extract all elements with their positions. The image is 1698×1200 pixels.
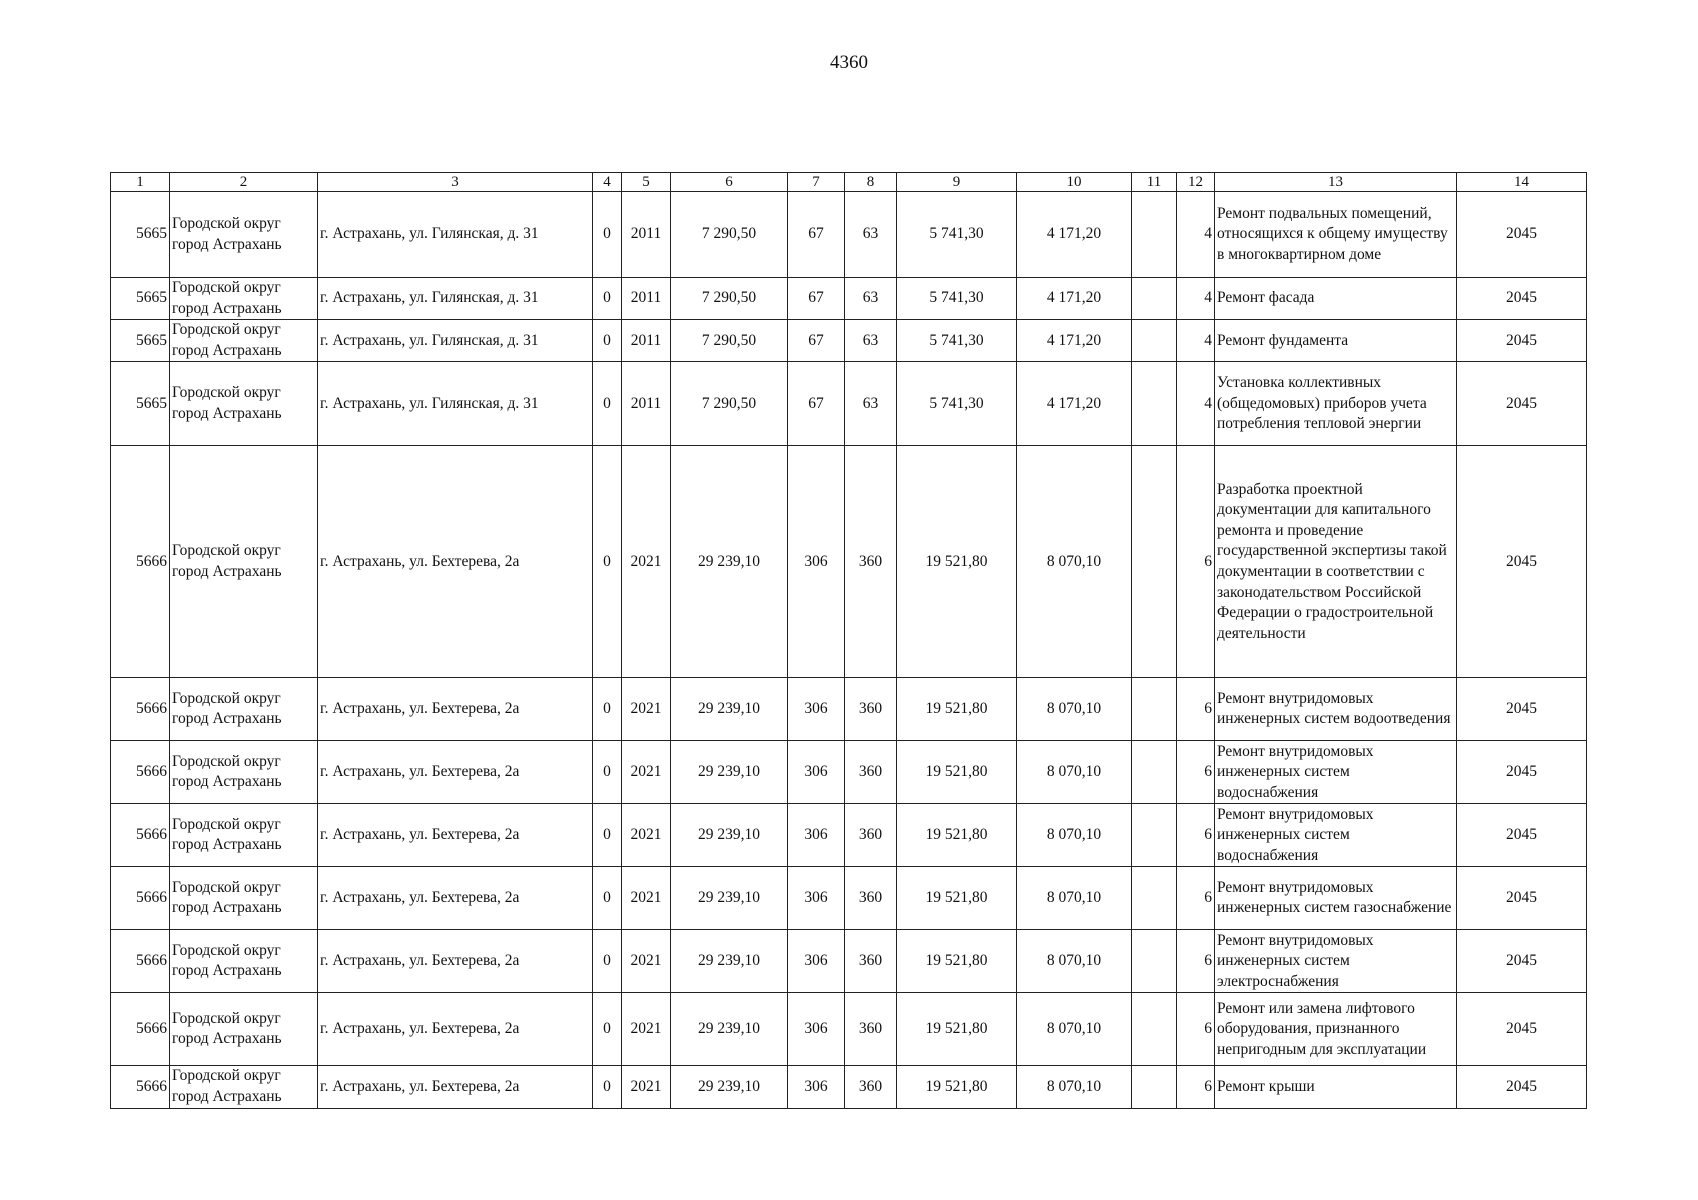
- year-cell: 2011: [622, 278, 671, 320]
- column-12-cell: 6: [1177, 678, 1215, 741]
- address-cell: г. Астрахань, ул. Гилянская, д. 31: [318, 278, 593, 320]
- year-cell: 2011: [622, 192, 671, 278]
- column-10-cell: 8 070,10: [1017, 930, 1132, 993]
- column-6-cell: 29 239,10: [671, 867, 788, 930]
- column-10-cell: 8 070,10: [1017, 678, 1132, 741]
- column-11-cell: [1132, 741, 1177, 804]
- municipality-cell: Городской округ город Астрахань: [170, 1066, 318, 1108]
- address-cell: г. Астрахань, ул. Бехтерева, 2а: [318, 741, 593, 804]
- column-header: 10: [1017, 173, 1132, 192]
- year-cell: 2021: [622, 1066, 671, 1108]
- column-10-cell: 8 070,10: [1017, 867, 1132, 930]
- work-type-cell: Ремонт крыши: [1215, 1066, 1457, 1108]
- address-cell: г. Астрахань, ул. Бехтерева, 2а: [318, 993, 593, 1066]
- column-4-cell: 0: [593, 192, 622, 278]
- work-type-cell: Ремонт внутридомовых инженерных систем газоснабжение: [1215, 867, 1457, 930]
- year-cell: 2011: [622, 362, 671, 446]
- address-cell: г. Астрахань, ул. Бехтерева, 2а: [318, 446, 593, 678]
- column-header: 13: [1215, 173, 1457, 192]
- address-cell: г. Астрахань, ул. Гилянская, д. 31: [318, 320, 593, 362]
- column-12-cell: 4: [1177, 362, 1215, 446]
- column-number-row: [111, 173, 1587, 192]
- column-11-cell: [1132, 804, 1177, 867]
- year-cell: 2021: [622, 678, 671, 741]
- column-10-cell: 8 070,10: [1017, 804, 1132, 867]
- column-7-cell: 67: [788, 192, 845, 278]
- column-8-cell: 360: [845, 867, 897, 930]
- column-4-cell: 0: [593, 804, 622, 867]
- column-10-cell: 4 171,20: [1017, 192, 1132, 278]
- house-id-cell: 5665: [111, 278, 170, 320]
- address-cell: г. Астрахань, ул. Гилянская, д. 31: [318, 362, 593, 446]
- column-12-cell: 6: [1177, 804, 1215, 867]
- year-cell: 2021: [622, 446, 671, 678]
- planned-period-cell: 2045: [1457, 362, 1587, 446]
- column-10-cell: 8 070,10: [1017, 446, 1132, 678]
- table-row: [111, 930, 1587, 993]
- column-8-cell: 360: [845, 1066, 897, 1108]
- column-6-cell: 29 239,10: [671, 993, 788, 1066]
- column-10-cell: 8 070,10: [1017, 741, 1132, 804]
- capital-repair-table: [110, 172, 1587, 1109]
- planned-period-cell: 2045: [1457, 993, 1587, 1066]
- work-type-cell: Разработка проектной документации для капитального ремонта и проведение государственной экспертизы такой документации в соответствии с законодательством Российской Федерации о градостроительной деятельности: [1215, 446, 1457, 678]
- planned-period-cell: 2045: [1457, 278, 1587, 320]
- work-type-cell: Ремонт фундамента: [1215, 320, 1457, 362]
- column-6-cell: 7 290,50: [671, 278, 788, 320]
- municipality-cell: Городской округ город Астрахань: [170, 362, 318, 446]
- column-11-cell: [1132, 362, 1177, 446]
- table-row: [111, 1066, 1587, 1108]
- column-6-cell: 29 239,10: [671, 446, 788, 678]
- column-9-cell: 5 741,30: [897, 362, 1017, 446]
- column-10-cell: 4 171,20: [1017, 320, 1132, 362]
- table-row: [111, 278, 1587, 320]
- column-header: 5: [622, 173, 671, 192]
- column-4-cell: 0: [593, 678, 622, 741]
- work-type-cell: Ремонт внутридомовых инженерных систем водоснабжения: [1215, 741, 1457, 804]
- column-6-cell: 29 239,10: [671, 1066, 788, 1108]
- column-12-cell: 4: [1177, 320, 1215, 362]
- column-7-cell: 306: [788, 804, 845, 867]
- work-type-cell: Ремонт или замена лифтового оборудования, признанного непригодным для эксплуатации: [1215, 993, 1457, 1066]
- column-12-cell: 6: [1177, 930, 1215, 993]
- year-cell: 2011: [622, 320, 671, 362]
- column-11-cell: [1132, 446, 1177, 678]
- house-id-cell: 5666: [111, 1066, 170, 1108]
- column-header: 4: [593, 173, 622, 192]
- table-row: [111, 678, 1587, 741]
- column-12-cell: 6: [1177, 741, 1215, 804]
- column-9-cell: 19 521,80: [897, 1066, 1017, 1108]
- column-4-cell: 0: [593, 320, 622, 362]
- page-number: 4360: [830, 52, 868, 73]
- column-9-cell: 19 521,80: [897, 804, 1017, 867]
- column-8-cell: 360: [845, 993, 897, 1066]
- column-8-cell: 63: [845, 192, 897, 278]
- column-9-cell: 19 521,80: [897, 446, 1017, 678]
- planned-period-cell: 2045: [1457, 678, 1587, 741]
- column-7-cell: 306: [788, 1066, 845, 1108]
- column-9-cell: 19 521,80: [897, 741, 1017, 804]
- planned-period-cell: 2045: [1457, 446, 1587, 678]
- column-11-cell: [1132, 930, 1177, 993]
- column-header: 3: [318, 173, 593, 192]
- work-type-cell: Ремонт подвальных помещений, относящихся к общему имуществу в многоквартирном доме: [1215, 192, 1457, 278]
- column-6-cell: 29 239,10: [671, 741, 788, 804]
- table-row: [111, 446, 1587, 678]
- municipality-cell: Городской округ город Астрахань: [170, 320, 318, 362]
- column-header: 8: [845, 173, 897, 192]
- municipality-cell: Городской округ город Астрахань: [170, 278, 318, 320]
- column-8-cell: 360: [845, 804, 897, 867]
- column-8-cell: 360: [845, 930, 897, 993]
- column-header: 1: [111, 173, 170, 192]
- column-4-cell: 0: [593, 446, 622, 678]
- column-header: 9: [897, 173, 1017, 192]
- column-header: 14: [1457, 173, 1587, 192]
- column-8-cell: 360: [845, 446, 897, 678]
- column-11-cell: [1132, 867, 1177, 930]
- column-7-cell: 306: [788, 930, 845, 993]
- column-12-cell: 6: [1177, 993, 1215, 1066]
- column-6-cell: 29 239,10: [671, 678, 788, 741]
- house-id-cell: 5666: [111, 741, 170, 804]
- municipality-cell: Городской округ город Астрахань: [170, 192, 318, 278]
- municipality-cell: Городской округ город Астрахань: [170, 804, 318, 867]
- planned-period-cell: 2045: [1457, 1066, 1587, 1108]
- planned-period-cell: 2045: [1457, 804, 1587, 867]
- column-4-cell: 0: [593, 993, 622, 1066]
- column-12-cell: 4: [1177, 278, 1215, 320]
- column-9-cell: 5 741,30: [897, 192, 1017, 278]
- table-body: [111, 192, 1587, 1109]
- municipality-cell: Городской округ город Астрахань: [170, 867, 318, 930]
- column-11-cell: [1132, 993, 1177, 1066]
- planned-period-cell: 2045: [1457, 192, 1587, 278]
- column-9-cell: 5 741,30: [897, 320, 1017, 362]
- column-9-cell: 5 741,30: [897, 278, 1017, 320]
- work-type-cell: Ремонт внутридомовых инженерных систем водоотведения: [1215, 678, 1457, 741]
- column-header: 6: [671, 173, 788, 192]
- column-7-cell: 306: [788, 867, 845, 930]
- column-6-cell: 7 290,50: [671, 320, 788, 362]
- column-7-cell: 306: [788, 993, 845, 1066]
- column-10-cell: 4 171,20: [1017, 362, 1132, 446]
- column-12-cell: 6: [1177, 867, 1215, 930]
- municipality-cell: Городской округ город Астрахань: [170, 993, 318, 1066]
- column-12-cell: 6: [1177, 1066, 1215, 1108]
- column-6-cell: 7 290,50: [671, 362, 788, 446]
- column-11-cell: [1132, 320, 1177, 362]
- address-cell: г. Астрахань, ул. Бехтерева, 2а: [318, 804, 593, 867]
- house-id-cell: 5666: [111, 678, 170, 741]
- municipality-cell: Городской округ город Астрахань: [170, 741, 318, 804]
- column-7-cell: 67: [788, 320, 845, 362]
- column-4-cell: 0: [593, 867, 622, 930]
- address-cell: г. Астрахань, ул. Бехтерева, 2а: [318, 867, 593, 930]
- column-11-cell: [1132, 278, 1177, 320]
- table-row: [111, 804, 1587, 867]
- column-4-cell: 0: [593, 930, 622, 993]
- year-cell: 2021: [622, 804, 671, 867]
- column-10-cell: 8 070,10: [1017, 1066, 1132, 1108]
- column-7-cell: 306: [788, 678, 845, 741]
- column-4-cell: 0: [593, 278, 622, 320]
- work-type-cell: Ремонт фасада: [1215, 278, 1457, 320]
- column-7-cell: 67: [788, 362, 845, 446]
- municipality-cell: Городской округ город Астрахань: [170, 930, 318, 993]
- table-row: [111, 320, 1587, 362]
- column-7-cell: 67: [788, 278, 845, 320]
- house-id-cell: 5666: [111, 993, 170, 1066]
- column-8-cell: 63: [845, 278, 897, 320]
- column-7-cell: 306: [788, 741, 845, 804]
- house-id-cell: 5665: [111, 192, 170, 278]
- planned-period-cell: 2045: [1457, 930, 1587, 993]
- column-header: 7: [788, 173, 845, 192]
- column-4-cell: 0: [593, 1066, 622, 1108]
- work-type-cell: Установка коллективных (общедомовых) приборов учета потребления тепловой энергии: [1215, 362, 1457, 446]
- column-6-cell: 29 239,10: [671, 804, 788, 867]
- house-id-cell: 5666: [111, 804, 170, 867]
- column-9-cell: 19 521,80: [897, 867, 1017, 930]
- column-10-cell: 8 070,10: [1017, 993, 1132, 1066]
- column-4-cell: 0: [593, 362, 622, 446]
- house-id-cell: 5666: [111, 446, 170, 678]
- house-id-cell: 5666: [111, 930, 170, 993]
- column-8-cell: 360: [845, 678, 897, 741]
- table-row: [111, 867, 1587, 930]
- work-type-cell: Ремонт внутридомовых инженерных систем водоснабжения: [1215, 804, 1457, 867]
- year-cell: 2021: [622, 867, 671, 930]
- column-header: 2: [170, 173, 318, 192]
- table-row: [111, 741, 1587, 804]
- table-row: [111, 192, 1587, 278]
- column-10-cell: 4 171,20: [1017, 278, 1132, 320]
- column-11-cell: [1132, 1066, 1177, 1108]
- table-row: [111, 362, 1587, 446]
- column-6-cell: 29 239,10: [671, 930, 788, 993]
- address-cell: г. Астрахань, ул. Бехтерева, 2а: [318, 930, 593, 993]
- column-11-cell: [1132, 192, 1177, 278]
- column-9-cell: 19 521,80: [897, 678, 1017, 741]
- planned-period-cell: 2045: [1457, 867, 1587, 930]
- column-8-cell: 63: [845, 320, 897, 362]
- year-cell: 2021: [622, 741, 671, 804]
- column-12-cell: 4: [1177, 192, 1215, 278]
- column-header: 11: [1132, 173, 1177, 192]
- planned-period-cell: 2045: [1457, 741, 1587, 804]
- column-4-cell: 0: [593, 741, 622, 804]
- column-header: 12: [1177, 173, 1215, 192]
- column-9-cell: 19 521,80: [897, 930, 1017, 993]
- column-6-cell: 7 290,50: [671, 192, 788, 278]
- house-id-cell: 5666: [111, 867, 170, 930]
- house-id-cell: 5665: [111, 362, 170, 446]
- table-row: [111, 993, 1587, 1066]
- column-8-cell: 360: [845, 741, 897, 804]
- year-cell: 2021: [622, 993, 671, 1066]
- column-12-cell: 6: [1177, 446, 1215, 678]
- year-cell: 2021: [622, 930, 671, 993]
- address-cell: г. Астрахань, ул. Гилянская, д. 31: [318, 192, 593, 278]
- address-cell: г. Астрахань, ул. Бехтерева, 2а: [318, 678, 593, 741]
- address-cell: г. Астрахань, ул. Бехтерева, 2а: [318, 1066, 593, 1108]
- column-8-cell: 63: [845, 362, 897, 446]
- planned-period-cell: 2045: [1457, 320, 1587, 362]
- municipality-cell: Городской округ город Астрахань: [170, 678, 318, 741]
- work-type-cell: Ремонт внутридомовых инженерных систем электроснабжения: [1215, 930, 1457, 993]
- column-11-cell: [1132, 678, 1177, 741]
- house-id-cell: 5665: [111, 320, 170, 362]
- column-7-cell: 306: [788, 446, 845, 678]
- column-9-cell: 19 521,80: [897, 993, 1017, 1066]
- municipality-cell: Городской округ город Астрахань: [170, 446, 318, 678]
